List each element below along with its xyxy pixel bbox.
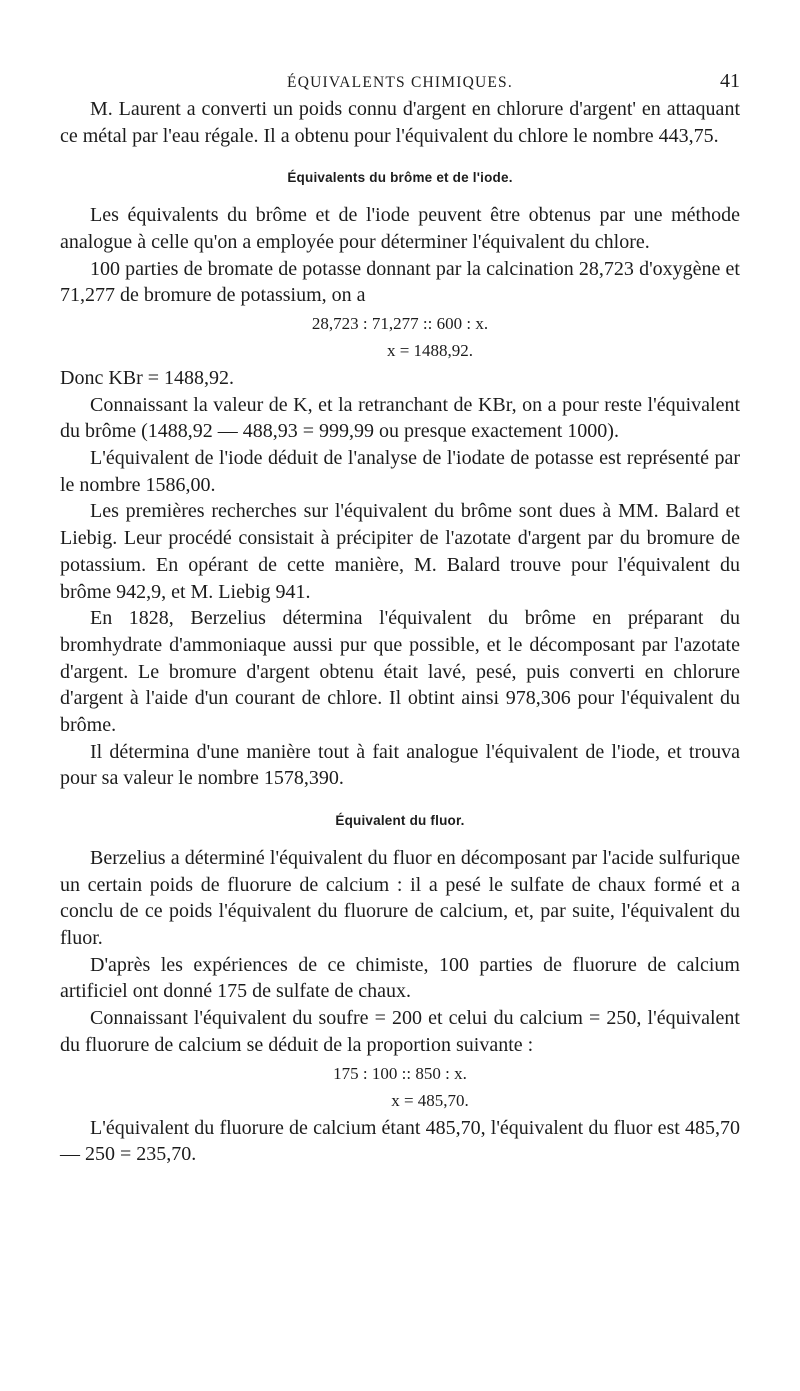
section-title-brome-iode: Équivalents du brôme et de l'iode. (287, 170, 513, 186)
paragraph-bromate: 100 parties de bromate de potasse donnant par la calcination 28,723 d'oxygène et 71,277 de bromure de potassium, on a (60, 257, 740, 307)
page-number: 41 (720, 70, 740, 92)
paragraph-laurent-chlore: M. Laurent a converti un poids connu d'argent en chlorure d'argent' en attaquant ce métal par l'eau régale. Il a obtenu pour l'équivalent du chlore le nombre 443,75. (60, 98, 740, 147)
page-header (60, 60, 740, 94)
running-title: ÉQUIVALENTS CHIMIQUES. (287, 74, 513, 91)
paragraph-kbr: Donc KBr = 1488,92. (60, 366, 235, 389)
paragraph-fluor-experiences: D'après les expériences de ce chimiste, 100 parties de fluorure de calcium artificiel ont donné 175 de sulfate de chaux. (60, 953, 740, 1003)
page-body (60, 96, 740, 1168)
paragraph-balard-liebig: Les premières recherches sur l'équivalent du brôme sont dues à MM. Balard et Liebig. Leur procédé consistait à précipiter de l'azotate d'argent par du bromure de potassium. En opérant de cette manière, M. Balard trouve pour l'équivalent du brôme 942,9, et M. Liebig 941. (60, 500, 740, 603)
formula-proportion-brome: 28,723 : 71,277 :: 600 : x. (311, 313, 489, 333)
paragraph-iode-berzelius: Il détermina d'une manière tout à fait analogue l'équivalent de l'iode, et trouva pour sa valeur le nombre 1578,390. (60, 740, 740, 790)
formula-proportion-fluor: 175 : 100 :: 850 : x. (333, 1063, 467, 1083)
section-title-fluor: Équivalent du fluor. (335, 813, 465, 829)
paragraph-equivalent-brome: Connaissant la valeur de K, et la retranchant de KBr, on a pour reste l'équivalent du brôme (1488,92 — 488,93 = 999,99 ou presque exactement 1000). (60, 393, 740, 443)
formula-result-fluorure: x = 485,70. (391, 1090, 469, 1110)
paragraph-berzelius-1828: En 1828, Berzelius détermina l'équivalent du brôme en préparant du bromhydrate d'ammoniaque aussi pur que possible, et le décomposant par l'azotate d'argent. Le bromure d'argent obtenu était lavé, pesé, puis converti en chlorure d'argent à l'aide d'un courant de chlore. Il obtint ainsi 978,306 pour l'équivalent du brôme. (60, 607, 740, 737)
formula-result-kbr: x = 1488,92. (386, 340, 474, 360)
paragraph-fluor-methode: Berzelius a déterminé l'équivalent du fluor en décomposant par l'acide sulfurique un certain poids de fluorure de calcium : il a pesé le sulfate de chaux formé et a conclu de ce poids l'équivalent du fluorure de calcium, et, par suite, l'équivalent du fluor. (60, 846, 740, 949)
paragraph-iode: L'équivalent de l'iode déduit de l'analyse de l'iodate de potasse est représenté par le nombre 1586,00. (60, 447, 740, 496)
paragraph-fluor-result: L'équivalent du fluorure de calcium étant 485,70, l'équivalent du fluor est 485,70 — 250 = 235,70. (60, 1116, 740, 1166)
paragraph-methode: Les équivalents du brôme et de l'iode peuvent être obtenus par une méthode analogue à celle qu'on a employée pour déterminer l'équivalent du chlore. (60, 204, 740, 253)
paragraph-fluor-proportion: Connaissant l'équivalent du soufre = 200 et celui du calcium = 250, l'équivalent du fluorure de calcium se déduit de la proportion suivante : (60, 1007, 740, 1056)
